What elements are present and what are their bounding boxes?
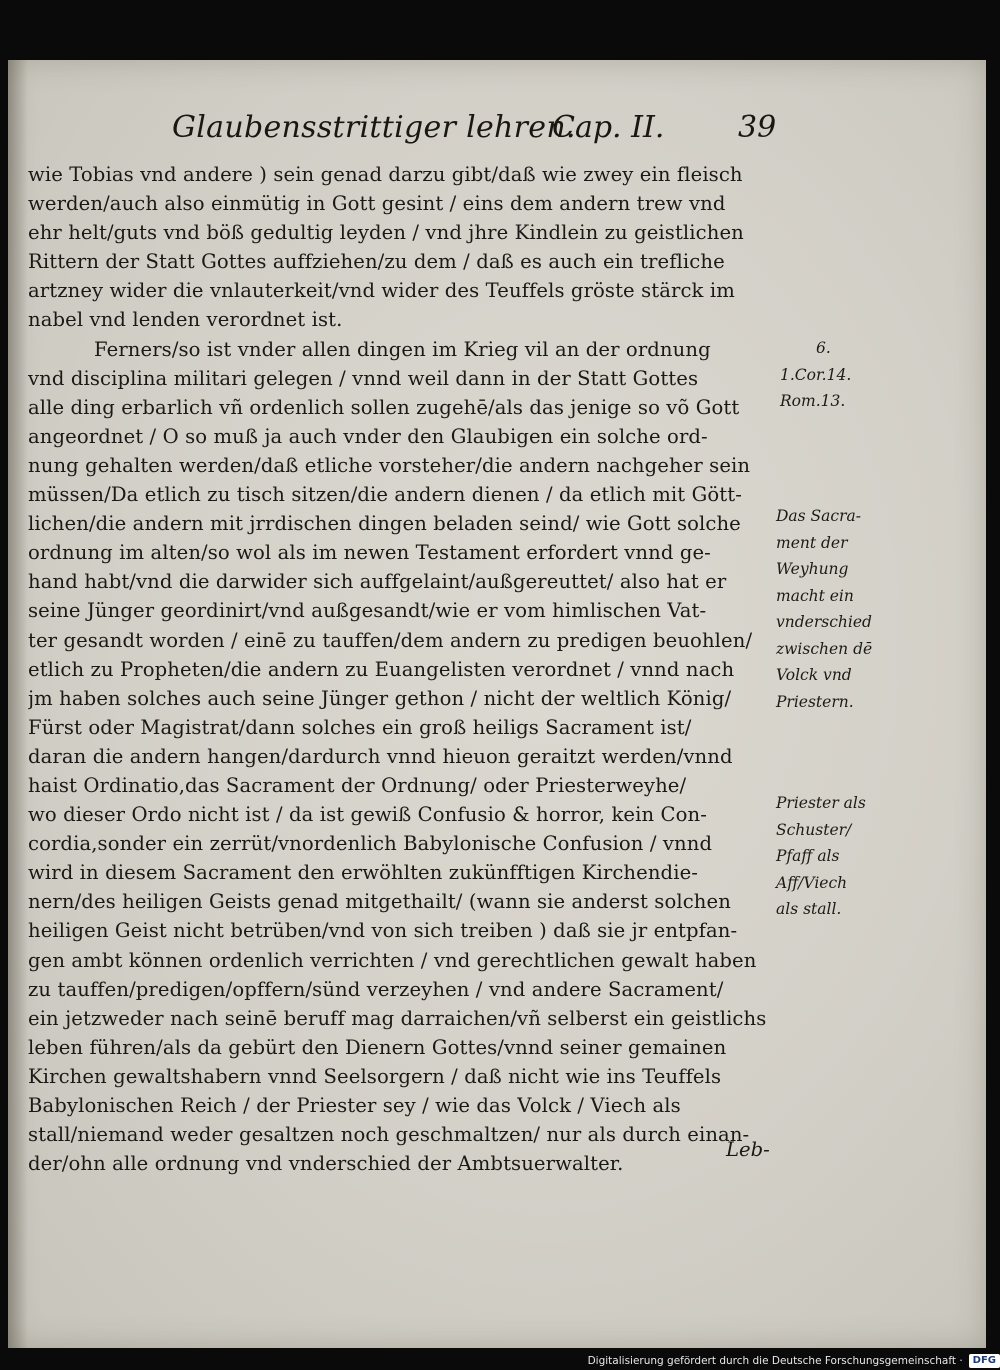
margin-line: Aff/Viech [776, 873, 848, 892]
footer-credit: Digitalisierung gefördert durch die Deutsche Forschungsgemeinschaft · [587, 1355, 963, 1367]
text-line: artzney wider die vnlauterkeit/vnd wider des Teuffels gröste stärck im [28, 279, 735, 303]
text-line: wird in diesem Sacrament den erwöhlten zukünfftigen Kirchendie- [28, 861, 698, 885]
margin-line: Priester als [776, 794, 866, 812]
margin-ref: 1.Cor.14. [780, 365, 852, 384]
page-header [172, 110, 777, 154]
text-line: leben führen/als da gebürt den Dienern Gottes/vnnd seiner gemainen [28, 1035, 727, 1059]
margin-line: Das Sacra- [776, 507, 861, 525]
margin-ref: Rom.13. [780, 392, 846, 410]
text-line: angeordnet / O so muß ja auch vnder den Glaubigen ein solche ord- [28, 424, 708, 448]
margin-line: zwischen dē [776, 639, 873, 658]
text-line: Ferners/so ist vnder allen dingen im Krieg vil an der ordnung [94, 337, 711, 361]
running-title: Glaubensstrittiger lehren. [172, 110, 576, 145]
text-line: ehr helt/guts vnd böß gedultig leyden / vnd jhre Kindlein zu geistlichen [28, 221, 744, 245]
text-line: jm haben solches auch seine Jünger gethon / nicht der weltlich König/ [28, 686, 732, 710]
text-line: ordnung im alten/so wol als im newen Testament erfordert vnnd ge- [28, 541, 711, 565]
text-line: Rittern der Statt Gottes auffziehen/zu dem / daß es auch ein trefliche [28, 250, 725, 274]
main-text-block [28, 160, 780, 1178]
margin-note-priest [776, 790, 896, 923]
chapter-label: Cap. II. [552, 110, 665, 145]
margin-line: Schuster/ [776, 820, 852, 839]
margin-line: macht ein [776, 586, 854, 605]
margin-line: Priestern. [776, 692, 854, 711]
text-line: wie Tobias vnd andere ) sein genad darzu gibt/daß wie zwey ein fleisch [28, 163, 743, 186]
text-line: wo dieser Ordo nicht ist / da ist gewiß Confusio & horror, kein Con- [28, 803, 707, 827]
text-line: nern/des heiligen Geists genad mitgethailt/ (wann sie anderst solchen [28, 890, 731, 914]
folio-number: 39 [738, 110, 777, 145]
text-line: Kirchen gewaltshabern vnnd Seelsorgern / daß nicht wie ins Teuffels [28, 1064, 722, 1088]
dfg-logo-icon: DFG [969, 1354, 1000, 1368]
text-line: alle ding erbarlich vñ ordenlich sollen zugehē/als das jenige so võ Gott [28, 395, 740, 419]
text-line: ter gesandt worden / einē zu tauffen/dem andern zu predigen beuohlen/ [28, 628, 753, 652]
text-line: werden/auch also einmütig in Gott gesint / eins dem andern trew vnd [28, 192, 726, 216]
margin-ref: 6. [816, 339, 831, 357]
text-line: Fürst oder Magistrat/dann solches ein groß heiligs Sacrament ist/ [28, 715, 692, 739]
text-line: hand habt/vnd die darwider sich auffgelaint/außgereuttet/ also hat er [28, 570, 727, 594]
margin-note-sacrament [776, 503, 896, 715]
text-line: haist Ordinatio,das Sacrament der Ordnung/ oder Priesterweyhe/ [28, 773, 687, 797]
margin-line: Volck vnd [776, 666, 852, 684]
margin-line: als stall. [776, 900, 842, 918]
text-line: stall/niemand weder gesaltzen noch geschmaltzen/ nur als durch einan- [28, 1123, 750, 1147]
text-line: etlich zu Propheten/die andern zu Euangelisten verordnet / vnnd nach [28, 657, 735, 681]
text-line: Babylonischen Reich / der Priester sey / wie das Volck / Viech als [28, 1094, 681, 1117]
text-line: heiligen Geist nicht betrüben/vnd von sich treiben ) daß sie jr entpfan- [28, 919, 738, 943]
catchword: Leb- [726, 1138, 770, 1161]
text-line: ein jetzweder nach seinē beruff mag darraichen/vñ selberst ein geistlichs [28, 1006, 767, 1030]
text-line: nabel vnd lenden verordnet ist. [28, 308, 343, 332]
gutter-shadow [8, 60, 28, 1348]
margin-references [780, 335, 900, 415]
margin-line: Weyhung [776, 560, 849, 578]
text-line: lichen/die andern mit jrrdischen dingen beladen seind/ wie Gott solche [28, 512, 741, 536]
margin-line: Pfaff als [776, 847, 840, 865]
text-line: vnd disciplina militari gelegen / vnnd weil dann in der Statt Gottes [28, 366, 699, 390]
text-line: cordia,sonder ein zerrüt/vnordenlich Babylonische Confusion / vnnd [28, 832, 713, 856]
text-line: daran die andern hangen/dardurch vnnd hieuon geraitzt werden/vnnd [28, 744, 733, 768]
text-line: müssen/Da etlich zu tisch sitzen/die andern dienen / da etlich mit Gött- [28, 483, 742, 507]
text-line: gen ambt können ordenlich verrichten / vnd gerechtlichen gewalt haben [28, 948, 757, 972]
text-line: nung gehalten werden/daß etliche vorsteher/die andern nachgeher sein [28, 453, 751, 477]
text-line: seine Jünger geordinirt/vnd außgesandt/wie er vom himlischen Vat- [28, 599, 707, 623]
text-line: der/ohn alle ordnung vnd vnderschied der Ambtsuerwalter. [28, 1152, 624, 1176]
margin-line: ment der [776, 533, 848, 552]
digitization-footer [588, 1354, 1000, 1368]
margin-line: vnderschied [776, 613, 872, 631]
text-line: zu tauffen/predigen/opffern/sünd verzeyhen / vnd andere Sacrament/ [28, 977, 724, 1001]
